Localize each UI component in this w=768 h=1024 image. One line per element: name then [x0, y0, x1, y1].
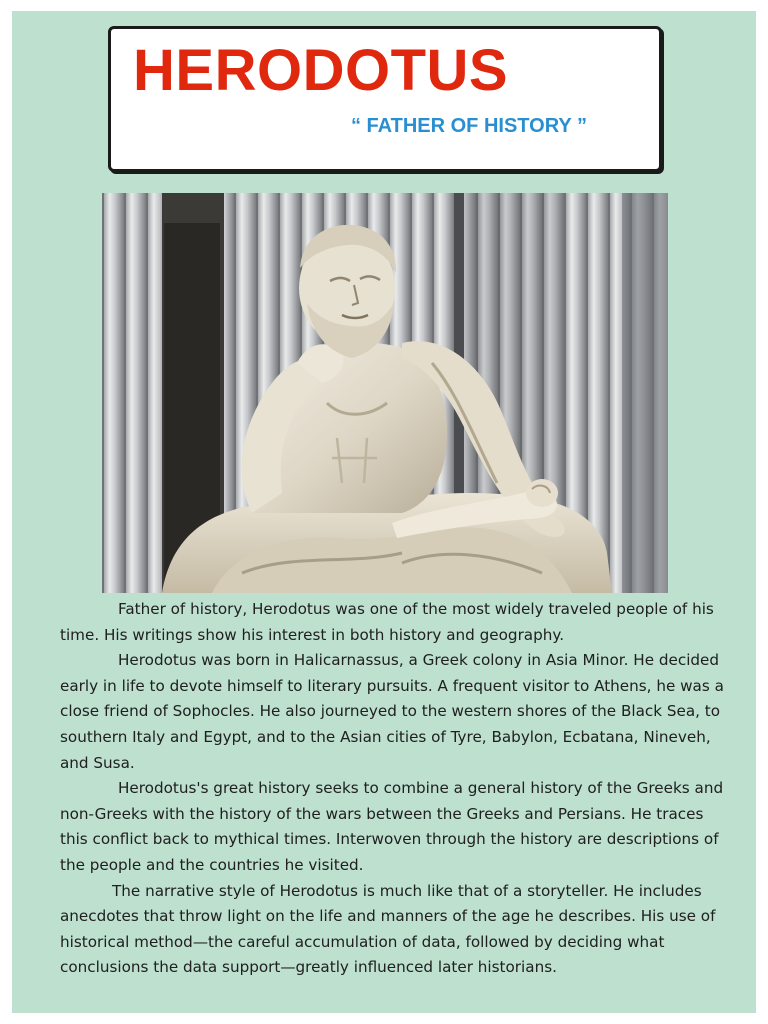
paragraph: Father of history, Herodotus was one of the most widely traveled people of his time. His writings show his interest in both history and geography.: [60, 600, 714, 644]
paragraph: Herodotus was born in Halicarnassus, a Greek colony in Asia Minor. He decided early in life to devote himself to literary pursuits. A frequent visitor to Athens, he was a close friend of Sophocles. He also journeyed to the western shores of the Black Sea, to southern Italy and Egypt, and to the Asian cities of Tyre, Babylon, Ecbatana, Nineveh, and Susa.: [60, 651, 724, 772]
statue-illustration: [102, 193, 668, 593]
column-left: [102, 193, 162, 593]
page-title: HERODOTUS: [133, 38, 509, 103]
title-box: [108, 26, 662, 172]
page: [12, 11, 756, 1013]
statue-photo: [102, 193, 668, 593]
paragraph: Herodotus's great history seeks to combine a general history of the Greeks and non-Greeks with the history of the wars between the Greeks and Persians. He traces this conflict back to mythical times. Interwoven through the history are descriptions of the people and the countries he visited.: [60, 779, 724, 874]
paragraph: The narrative style of Herodotus is much like that of a storyteller. He includes anecdotes that throw light on the life and manners of the age he describes. His use of historical method—the careful accumulation of data, followed by deciding what conclusions the data support—greatly influenced later historians.: [60, 881, 716, 977]
page-subtitle: “ FATHER OF HISTORY ”: [351, 115, 587, 137]
article-body: [60, 597, 732, 981]
